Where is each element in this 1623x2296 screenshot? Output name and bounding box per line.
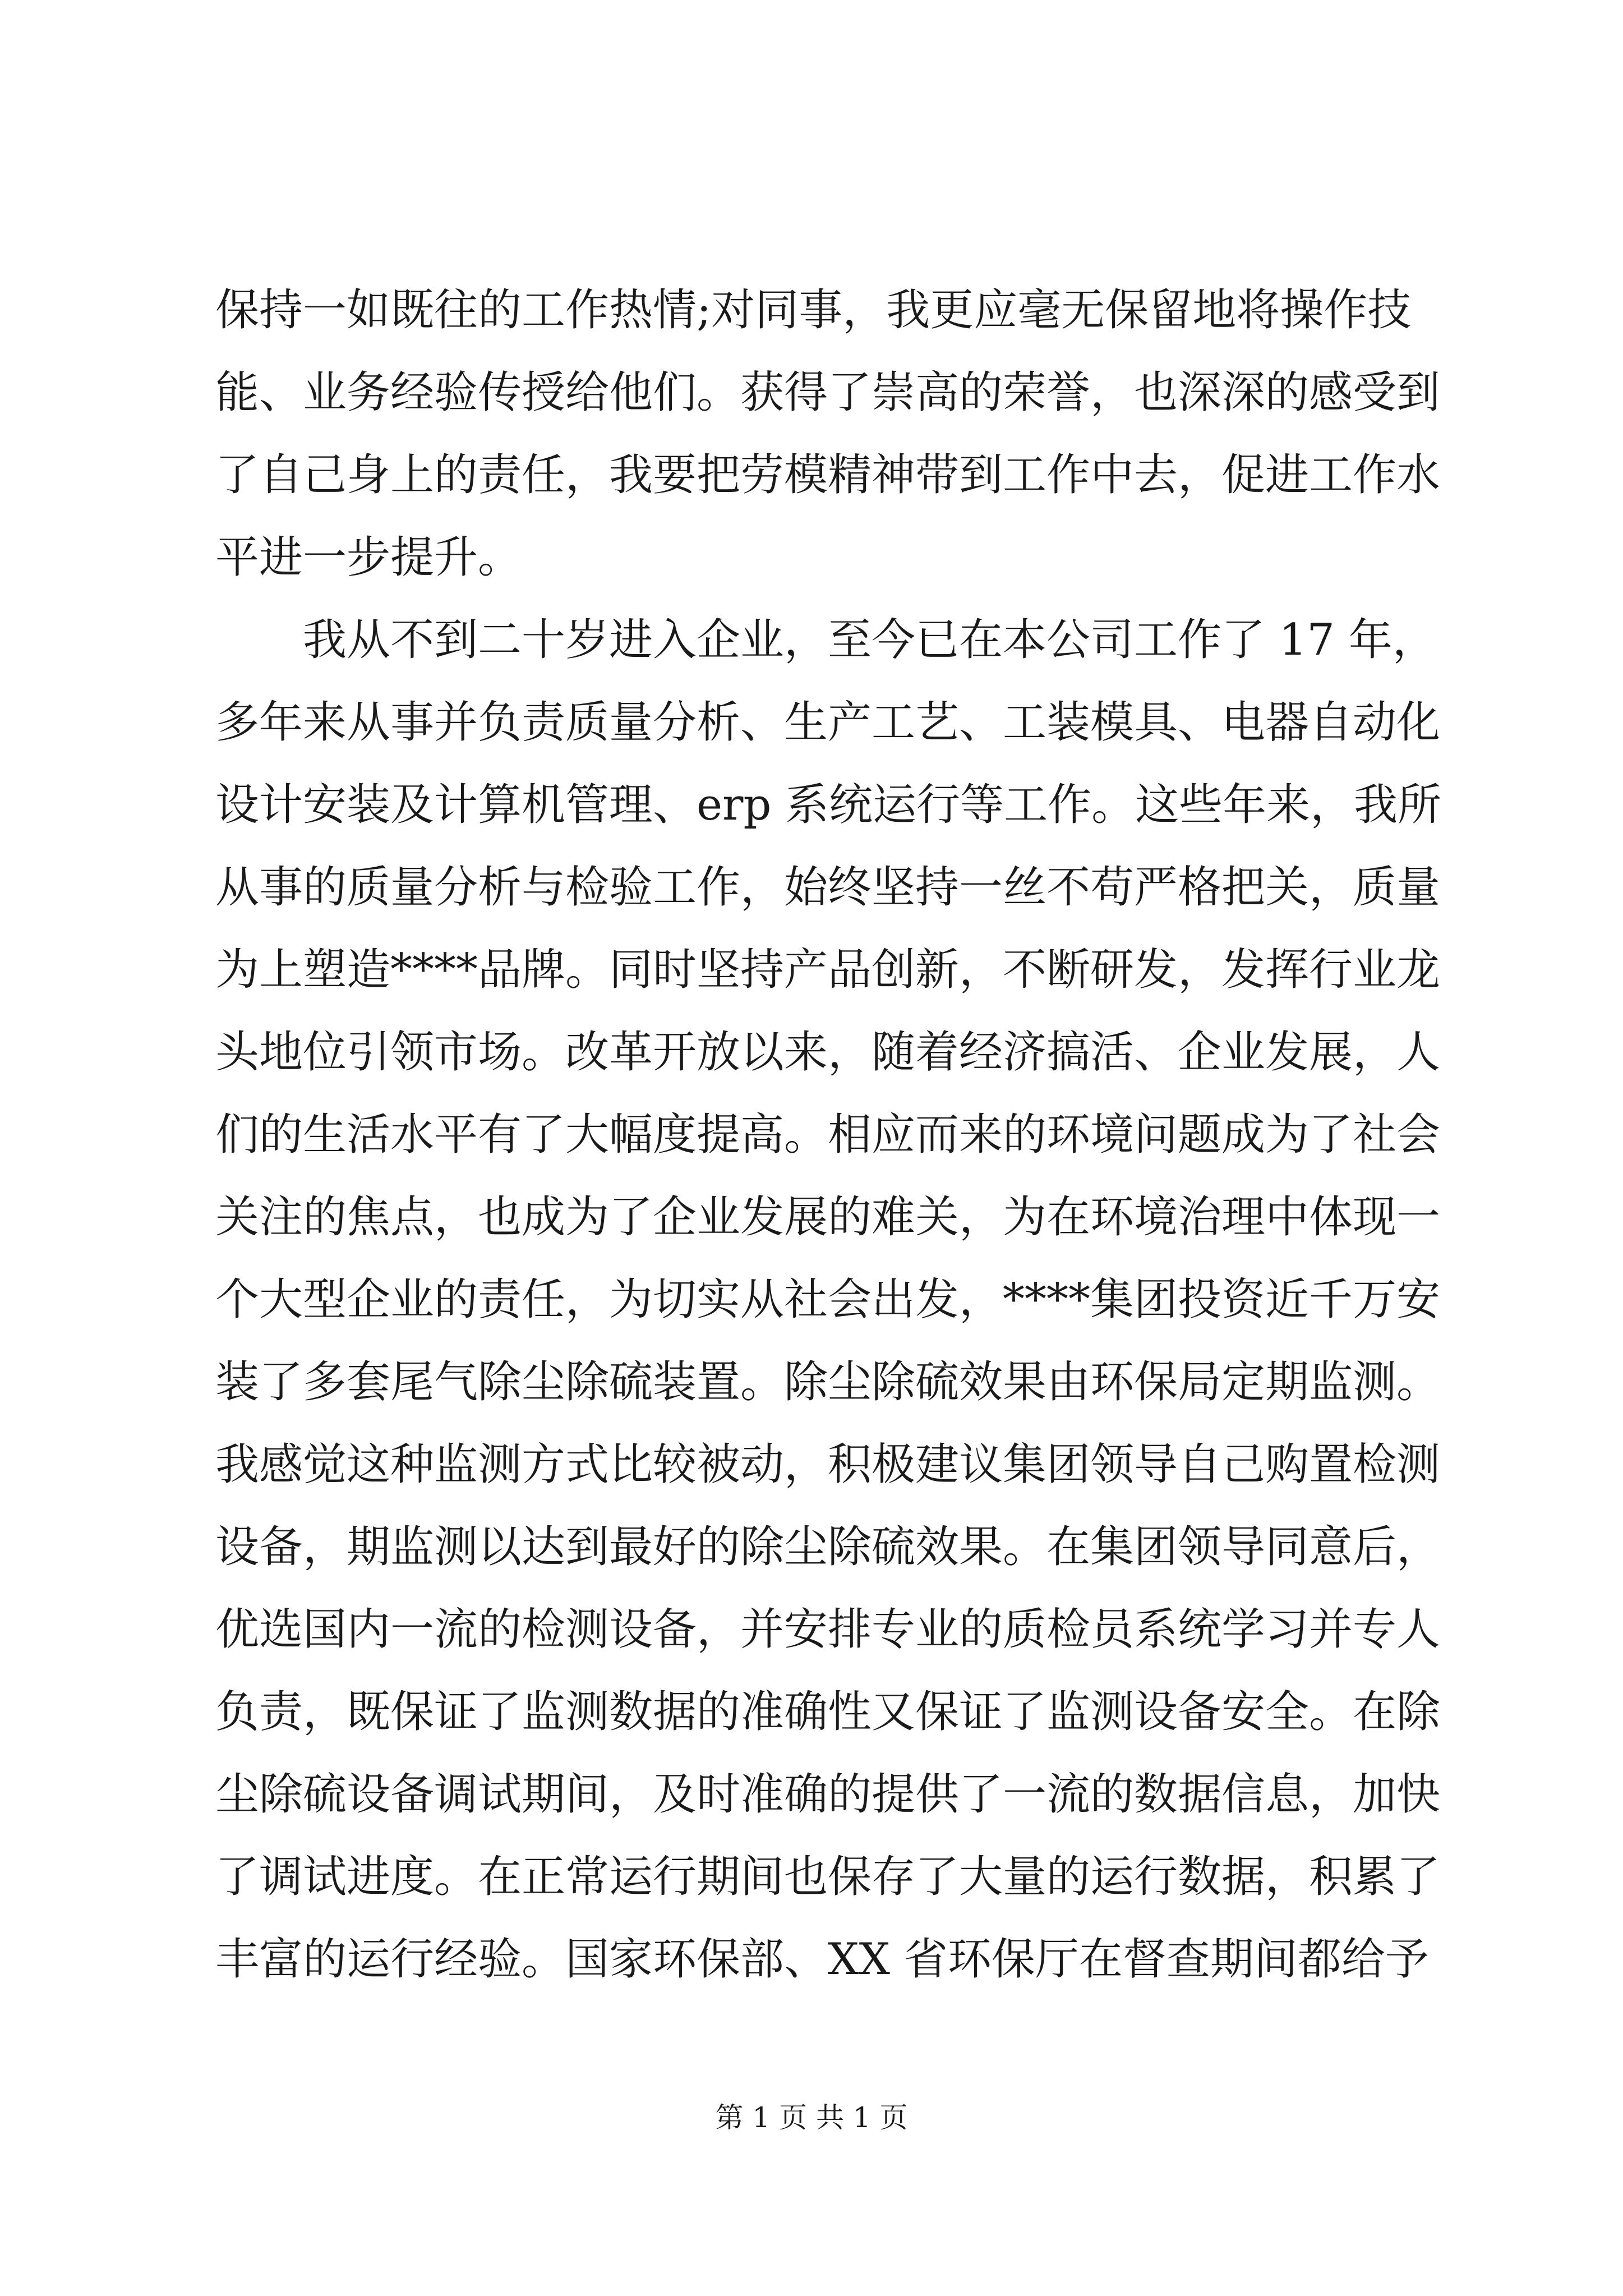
page-footer	[0, 2101, 1623, 2134]
text-line: 了调试进度。在正常运行期间也保存了大量的运行数据，积累了	[215, 1852, 1441, 1902]
text-line: 设备，期监测以达到最好的除尘除硫效果。在集团领导同意后，	[215, 1522, 1441, 1572]
text-line: 优选国内一流的检测设备，并安排专业的质检员系统学习并专人	[215, 1604, 1441, 1655]
body-text	[215, 269, 1442, 2001]
text-line: 为上塑造****品牌。同时坚持产品创新，不断研发，发挥行业龙	[215, 945, 1441, 995]
text-line: 设计安装及计算机管理、erp 系统运行等工作。这些年来，我所	[215, 780, 1442, 830]
text-line: 保持一如既往的工作热情;对同事，我更应毫无保留地将操作技	[215, 285, 1412, 335]
text-line: 了自己身上的责任，我要把劳模精神带到工作中去，促进工作水	[215, 450, 1441, 500]
text-line: 多年来从事并负责质量分析、生产工艺、工装模具、电器自动化	[215, 697, 1441, 748]
text-line: 个大型企业的责任，为切实从社会出发，****集团投资近千万安	[215, 1274, 1441, 1325]
text-line: 们的生活水平有了大幅度提高。相应而来的环境问题成为了社会	[215, 1110, 1441, 1160]
text-line: 装了多套尾气除尘除硫装置。除尘除硫效果由环保局定期监测。	[215, 1357, 1441, 1407]
text-line: 关注的焦点，也成为了企业发展的难关，为在环境治理中体现一	[215, 1192, 1441, 1243]
text-line: 平进一步提升。	[215, 532, 522, 583]
text-line: 能、业务经验传授给他们。获得了崇高的荣誉，也深深的感受到	[215, 367, 1441, 418]
text-line: 丰富的运行经验。国家环保部、XX 省环保厅在督查期间都给予	[215, 1934, 1429, 1985]
text-line: 负责，既保证了监测数据的准确性又保证了监测设备安全。在除	[215, 1687, 1441, 1737]
text-line: 头地位引领市场。改革开放以来，随着经济搞活、企业发展，人	[215, 1027, 1441, 1078]
page-number-label: 第 1 页 共 1 页	[715, 2101, 908, 2134]
text-line: 我感觉这种监测方式比较被动，积极建议集团领导自己购置检测	[215, 1439, 1441, 1490]
text-line: 从事的质量分析与检验工作，始终坚持一丝不苟严格把关，质量	[215, 862, 1441, 913]
text-line: 我从不到二十岁进入企业，至今已在本公司工作了 17 年，	[215, 615, 1436, 665]
text-line: 尘除硫设备调试期间，及时准确的提供了一流的数据信息，加快	[215, 1769, 1441, 1820]
